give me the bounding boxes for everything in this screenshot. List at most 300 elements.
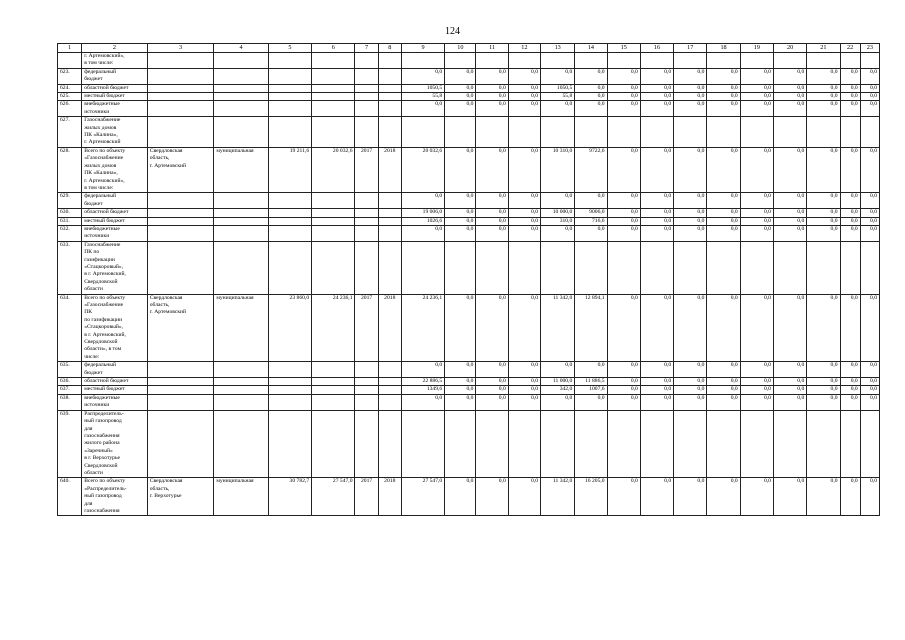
start-year [355, 386, 378, 394]
value-cell: 0,0 [575, 193, 607, 209]
value-cell: 0,0 [860, 362, 879, 378]
value-cell [807, 117, 840, 148]
item-name-line: Газоснабжение [84, 241, 121, 248]
table-row [58, 53, 880, 69]
total-cost [312, 101, 355, 117]
value-cell: 0,0 [740, 101, 773, 117]
item-name-line: Распределитель- [84, 410, 124, 417]
value-cell: 0,0 [740, 217, 773, 225]
end-year [378, 93, 401, 101]
value-cell: 0,0 [508, 362, 540, 378]
value-cell: 0,0 [640, 294, 673, 362]
value-cell: 0,0 [476, 101, 508, 117]
ownership [214, 209, 268, 217]
value-cell: 0,0 [607, 209, 640, 217]
value-cell: 0,0 [445, 147, 476, 192]
value-cell [860, 117, 879, 148]
value-cell: 0,0 [401, 68, 444, 84]
value-cell: 0,0 [840, 294, 860, 362]
table-row [58, 294, 880, 362]
ownership [214, 93, 268, 101]
value-cell [445, 117, 476, 148]
estimated-cost [268, 225, 311, 241]
value-cell [773, 53, 806, 69]
value-cell: 0,0 [807, 362, 840, 378]
value-cell: 0,0 [807, 217, 840, 225]
value-cell [773, 410, 806, 478]
value-cell: 0,0 [476, 225, 508, 241]
estimated-cost [268, 378, 311, 386]
start-year [355, 378, 378, 386]
value-cell: 0,0 [508, 209, 540, 217]
value-cell: 342,0 [541, 386, 575, 394]
value-cell: 11 342,0 [541, 478, 575, 516]
table-row [58, 84, 880, 92]
value-cell: 0,0 [476, 478, 508, 516]
value-cell [607, 241, 640, 294]
table-row [58, 386, 880, 394]
table-row [58, 209, 880, 217]
item-name-line: области», в том [84, 346, 122, 353]
value-cell: 0,0 [640, 217, 673, 225]
value-cell: 0,0 [607, 225, 640, 241]
table-row [58, 68, 880, 84]
value-cell: 0,0 [840, 84, 860, 92]
end-year [378, 362, 401, 378]
value-cell: 0,0 [707, 193, 740, 209]
column-header: 20 [773, 44, 806, 53]
value-cell: 0,0 [508, 378, 540, 386]
value-cell: 0,0 [707, 294, 740, 362]
item-name-line: области [84, 286, 103, 293]
value-cell: 0,0 [740, 394, 773, 410]
value-cell: 0,0 [640, 93, 673, 101]
column-header: 10 [445, 44, 476, 53]
column-header: 14 [575, 44, 607, 53]
row-number: 631. [58, 217, 82, 225]
item-name [82, 209, 148, 217]
value-cell: 0,0 [476, 193, 508, 209]
location [147, 410, 214, 478]
total-cost [312, 378, 355, 386]
end-year [378, 241, 401, 294]
value-cell: 0,0 [640, 68, 673, 84]
value-cell [740, 117, 773, 148]
start-year [355, 93, 378, 101]
item-name-line: Всего по объекту [84, 478, 126, 485]
value-cell: 0,0 [707, 147, 740, 192]
value-cell: 0,0 [773, 193, 806, 209]
value-cell: 0,0 [707, 101, 740, 117]
table-row [58, 410, 880, 478]
item-name-line: для [84, 425, 93, 432]
location [147, 53, 214, 69]
ownership [214, 362, 268, 378]
table-row [58, 378, 880, 386]
estimated-cost [268, 53, 311, 69]
value-cell: 0,0 [541, 101, 575, 117]
start-year: 2017 [355, 147, 378, 192]
value-cell: 0,0 [607, 93, 640, 101]
value-cell: 0,0 [508, 84, 540, 92]
item-name-line: «Стацкоровый», [84, 263, 124, 270]
value-cell: 0,0 [707, 378, 740, 386]
value-cell: 0,0 [575, 68, 607, 84]
end-year [378, 209, 401, 217]
location [147, 362, 214, 378]
end-year: 2018 [378, 147, 401, 192]
table-row [58, 362, 880, 378]
value-cell: 0,0 [607, 478, 640, 516]
table-row [58, 478, 880, 516]
value-cell: 11 342,0 [541, 294, 575, 362]
item-name-line: бюджет [84, 76, 103, 83]
item-name-line: г. Артемовский», [84, 177, 125, 184]
ownership [214, 386, 268, 394]
value-cell: 0,0 [707, 478, 740, 516]
value-cell: 0,0 [860, 394, 879, 410]
end-year [378, 410, 401, 478]
location [147, 93, 214, 101]
value-cell [640, 53, 673, 69]
value-cell: 0,0 [707, 394, 740, 410]
value-cell: 0,0 [773, 362, 806, 378]
value-cell: 0,0 [807, 101, 840, 117]
table-row [58, 217, 880, 225]
estimated-cost: 30 782,7 [268, 478, 311, 516]
item-name-line: местный бюджет [84, 386, 125, 393]
item-name [82, 217, 148, 225]
value-cell [541, 53, 575, 69]
item-name-line: местный бюджет [84, 93, 125, 100]
value-cell: 0,0 [773, 478, 806, 516]
value-cell: 0,0 [773, 378, 806, 386]
value-cell: 0,0 [807, 193, 840, 209]
start-year [355, 53, 378, 69]
row-number: 635. [58, 362, 82, 378]
item-name [82, 410, 148, 478]
value-cell: 0,0 [476, 294, 508, 362]
value-cell [860, 241, 879, 294]
location-line: г. Артемовский [149, 162, 187, 169]
total-cost [312, 362, 355, 378]
column-header: 8 [378, 44, 401, 53]
value-cell: 0,0 [773, 225, 806, 241]
value-cell: 55,8 [541, 93, 575, 101]
item-name [82, 294, 148, 362]
location [147, 147, 214, 192]
value-cell: 0,0 [607, 378, 640, 386]
location [147, 101, 214, 117]
start-year [355, 394, 378, 410]
location [147, 386, 214, 394]
value-cell: 0,0 [401, 225, 444, 241]
value-cell: 1050,5 [541, 84, 575, 92]
item-name-line: «Стацкоровый», [84, 324, 124, 331]
value-cell: 1026,6 [401, 217, 444, 225]
value-cell: 1050,5 [401, 84, 444, 92]
item-name-line: жилых домов [84, 162, 117, 169]
item-name [82, 53, 148, 69]
value-cell: 0,0 [445, 217, 476, 225]
value-cell: 0,0 [840, 394, 860, 410]
value-cell: 0,0 [508, 68, 540, 84]
value-cell: 0,0 [445, 84, 476, 92]
value-cell: 0,0 [674, 147, 707, 192]
value-cell: 0,0 [401, 394, 444, 410]
value-cell: 0,0 [773, 84, 806, 92]
value-cell: 0,0 [575, 84, 607, 92]
value-cell: 0,0 [508, 217, 540, 225]
value-cell: 0,0 [607, 362, 640, 378]
value-cell: 9006,0 [575, 209, 607, 217]
value-cell: 0,0 [476, 394, 508, 410]
ownership [214, 68, 268, 84]
total-cost [312, 386, 355, 394]
value-cell: 0,0 [575, 225, 607, 241]
ownership: муниципальная [214, 294, 268, 362]
estimated-cost [268, 209, 311, 217]
estimated-cost: 19 211,6 [268, 147, 311, 192]
row-number: 628. [58, 147, 82, 192]
value-cell [707, 53, 740, 69]
value-cell [401, 410, 444, 478]
value-cell [508, 241, 540, 294]
value-cell: 0,0 [476, 217, 508, 225]
column-header: 22 [840, 44, 860, 53]
estimated-cost [268, 362, 311, 378]
value-cell: 0,0 [773, 394, 806, 410]
value-cell: 0,0 [840, 386, 860, 394]
value-cell: 0,0 [674, 378, 707, 386]
ownership [214, 225, 268, 241]
value-cell: 0,0 [541, 394, 575, 410]
value-cell: 0,0 [607, 84, 640, 92]
value-cell: 0,0 [740, 209, 773, 217]
ownership [214, 410, 268, 478]
value-cell [740, 241, 773, 294]
value-cell: 0,0 [508, 394, 540, 410]
value-cell: 0,0 [840, 101, 860, 117]
value-cell: 0,0 [445, 225, 476, 241]
value-cell: 0,0 [807, 378, 840, 386]
value-cell: 0,0 [807, 147, 840, 192]
item-name-line: внебюджетные [84, 394, 120, 401]
value-cell [607, 53, 640, 69]
value-cell: 0,0 [445, 101, 476, 117]
value-cell: 0,0 [840, 217, 860, 225]
item-name [82, 93, 148, 101]
total-cost [312, 217, 355, 225]
column-header: 12 [508, 44, 540, 53]
item-name-line: Всего по объекту [84, 294, 126, 301]
value-cell: 0,0 [707, 68, 740, 84]
end-year [378, 117, 401, 148]
value-cell [840, 241, 860, 294]
value-cell: 0,0 [607, 147, 640, 192]
value-cell: 0,0 [860, 209, 879, 217]
value-cell: 0,0 [807, 478, 840, 516]
value-cell: 0,0 [707, 217, 740, 225]
table-row [58, 101, 880, 117]
value-cell [607, 410, 640, 478]
budget-table [57, 43, 880, 516]
item-name-line: источники [84, 402, 110, 409]
location-line: область, [149, 485, 170, 492]
value-cell [445, 53, 476, 69]
location-line: область, [149, 302, 170, 308]
end-year [378, 394, 401, 410]
value-cell: 0,0 [773, 209, 806, 217]
value-cell: 0,0 [607, 101, 640, 117]
ownership [214, 193, 268, 209]
ownership: муниципальная [214, 478, 268, 516]
ownership [214, 101, 268, 117]
value-cell: 0,0 [607, 386, 640, 394]
value-cell [674, 410, 707, 478]
item-name-line: Свердловской [84, 339, 118, 346]
value-cell: 0,0 [840, 478, 860, 516]
item-name-line: внебюджетные [84, 225, 120, 232]
item-name-line: бюджет [84, 369, 103, 376]
table-row [58, 93, 880, 101]
item-name [82, 478, 148, 516]
value-cell [707, 117, 740, 148]
value-cell: 0,0 [575, 362, 607, 378]
value-cell: 0,0 [740, 478, 773, 516]
item-name-line: бюджет [84, 200, 103, 207]
value-cell: 0,0 [607, 193, 640, 209]
value-cell [401, 117, 444, 148]
value-cell: 0,0 [773, 101, 806, 117]
value-cell [860, 410, 879, 478]
value-cell: 0,0 [674, 394, 707, 410]
value-cell [575, 117, 607, 148]
value-cell: 0,0 [640, 386, 673, 394]
item-name [82, 225, 148, 241]
value-cell: 0,0 [860, 84, 879, 92]
value-cell: 0,0 [840, 147, 860, 192]
location-line: Свердловская [149, 147, 183, 154]
item-name-line: «Газоснабжение [84, 302, 124, 308]
item-name-line: внебюджетные [84, 101, 120, 108]
start-year [355, 225, 378, 241]
value-cell [640, 410, 673, 478]
end-year [378, 68, 401, 84]
start-year: 2017 [355, 478, 378, 516]
item-name-line: в том числе: [84, 60, 114, 67]
column-header: 19 [740, 44, 773, 53]
value-cell [840, 117, 860, 148]
value-cell: 55,8 [401, 93, 444, 101]
column-header: 3 [147, 44, 214, 53]
item-name-line: федеральный [84, 362, 116, 369]
estimated-cost [268, 386, 311, 394]
value-cell: 0,0 [607, 294, 640, 362]
value-cell: 0,0 [740, 193, 773, 209]
value-cell: 0,0 [401, 193, 444, 209]
column-header: 7 [355, 44, 378, 53]
value-cell: 0,0 [674, 386, 707, 394]
value-cell: 0,0 [860, 68, 879, 84]
value-cell: 0,0 [508, 225, 540, 241]
item-name [82, 386, 148, 394]
start-year: 2017 [355, 294, 378, 362]
row-number: 632. [58, 225, 82, 241]
value-cell [508, 410, 540, 478]
location [147, 117, 214, 148]
column-header: 23 [860, 44, 879, 53]
value-cell: 0,0 [575, 101, 607, 117]
value-cell [674, 117, 707, 148]
item-name-line: областной бюджет [84, 378, 129, 385]
column-header: 16 [640, 44, 673, 53]
value-cell [401, 53, 444, 69]
value-cell: 0,0 [575, 394, 607, 410]
value-cell: 0,0 [840, 362, 860, 378]
start-year [355, 362, 378, 378]
row-number: 637. [58, 386, 82, 394]
value-cell: 0,0 [607, 394, 640, 410]
value-cell: 10 310,0 [541, 147, 575, 192]
estimated-cost [268, 84, 311, 92]
value-cell: 0,0 [674, 193, 707, 209]
value-cell [401, 241, 444, 294]
item-name-line: ПК «Калина», [84, 132, 118, 139]
estimated-cost [268, 217, 311, 225]
end-year [378, 386, 401, 394]
total-cost: 27 547,0 [312, 478, 355, 516]
start-year [355, 193, 378, 209]
value-cell: 0,0 [640, 394, 673, 410]
total-cost [312, 209, 355, 217]
value-cell: 20 032,6 [401, 147, 444, 192]
value-cell: 0,0 [707, 225, 740, 241]
end-year [378, 193, 401, 209]
value-cell: 24 236,1 [401, 294, 444, 362]
start-year [355, 101, 378, 117]
value-cell: 0,0 [541, 225, 575, 241]
value-cell: 0,0 [674, 225, 707, 241]
value-cell: 0,0 [445, 378, 476, 386]
location [147, 193, 214, 209]
location [147, 209, 214, 217]
location [147, 241, 214, 294]
estimated-cost [268, 68, 311, 84]
start-year [355, 410, 378, 478]
value-cell: 0,0 [860, 147, 879, 192]
estimated-cost: 23 860,0 [268, 294, 311, 362]
end-year [378, 84, 401, 92]
item-name-line: в том числе: [84, 184, 114, 191]
location [147, 68, 214, 84]
total-cost [312, 394, 355, 410]
item-name-line: области [84, 469, 103, 476]
row-number: 636. [58, 378, 82, 386]
value-cell: 0,0 [860, 193, 879, 209]
value-cell: 0,0 [575, 93, 607, 101]
value-cell: 27 547,0 [401, 478, 444, 516]
estimated-cost [268, 241, 311, 294]
end-year: 2018 [378, 478, 401, 516]
end-year [378, 225, 401, 241]
ownership [214, 53, 268, 69]
value-cell: 0,0 [640, 84, 673, 92]
column-header: 17 [674, 44, 707, 53]
row-number: 640. [58, 478, 82, 516]
value-cell: 0,0 [508, 478, 540, 516]
value-cell [674, 53, 707, 69]
